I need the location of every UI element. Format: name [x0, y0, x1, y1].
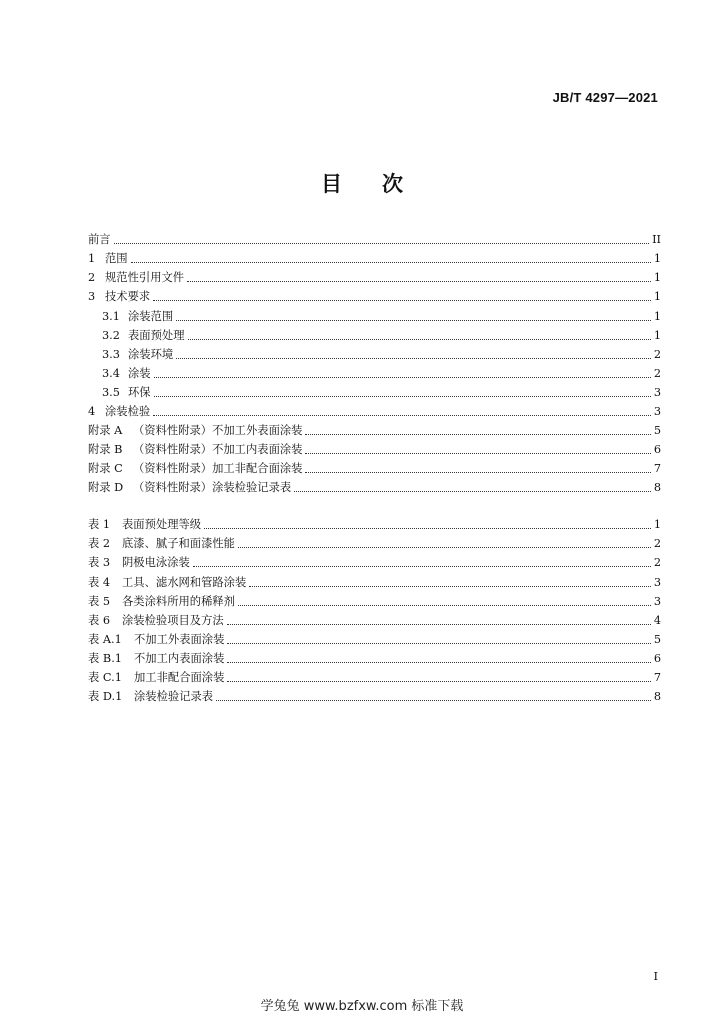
leader-dots: [227, 624, 651, 625]
toc-entry-annex-b[interactable]: [88, 439, 661, 457]
leader-dots: [216, 700, 651, 701]
standard-code: JB/T 4297—2021: [552, 90, 658, 105]
toc-entry-number: 3.4: [102, 367, 120, 380]
table-entry-6[interactable]: [88, 610, 661, 628]
toc-entry-page: 1: [653, 252, 661, 265]
table-entry-text: 涂装检验记录表: [134, 690, 214, 703]
table-entry-number: 表 2: [88, 537, 111, 550]
toc-entry-3-2[interactable]: [88, 325, 661, 343]
leader-dots: [227, 662, 650, 663]
leader-dots: [238, 547, 651, 548]
toc-entry-page: 1: [653, 329, 661, 342]
leader-dots: [131, 262, 651, 263]
table-entry-number: 表 D.1: [88, 690, 123, 703]
toc-entry-page: 7: [653, 462, 661, 475]
toc-entry-number: 附录 B: [88, 443, 123, 456]
leader-dots: [187, 281, 651, 282]
toc-entry-text: 环保: [128, 386, 151, 399]
toc-entry-text: 涂装环境: [128, 348, 174, 361]
leader-dots: [305, 472, 650, 473]
table-entry-page: 6: [653, 652, 661, 665]
watermark-text: 学兔兔 www.bzfxw.com 标准下载: [260, 999, 464, 1014]
leader-dots: [227, 643, 650, 644]
toc-entry-number: 附录 C: [88, 462, 123, 475]
toc-entry-page: 1: [653, 271, 661, 284]
table-entry-text: 底漆、腻子和面漆性能: [122, 537, 235, 550]
toc-entry-page: 1: [653, 310, 661, 323]
table-entry-number: 表 B.1: [88, 652, 122, 665]
toc-entry-number: 3.2: [102, 329, 120, 342]
toc-entry-3-1[interactable]: [88, 306, 661, 324]
table-entry-3[interactable]: [88, 552, 661, 570]
table-entry-4[interactable]: [88, 572, 661, 590]
table-entry-text: 加工非配合面涂装: [134, 671, 225, 684]
table-entry-text: 不加工外表面涂装: [134, 633, 225, 646]
toc-entry-4[interactable]: [88, 401, 661, 419]
toc-entry-number: 附录 D: [88, 481, 124, 494]
table-entry-text: 不加工内表面涂装: [134, 652, 225, 665]
table-entry-number: 表 4: [88, 576, 111, 589]
toc-entry-text: 涂装: [128, 367, 151, 380]
table-entry-2[interactable]: [88, 533, 661, 551]
table-entry-page: 1: [653, 518, 661, 531]
toc-entry-number: 3.5: [102, 386, 120, 399]
table-entry-number: 表 3: [88, 556, 111, 569]
leader-dots: [305, 453, 650, 454]
leader-dots: [193, 566, 651, 567]
toc-entry-page: 2: [653, 348, 661, 361]
toc-entry-text: 前言: [88, 233, 111, 246]
table-entry-number: 表 C.1: [88, 671, 122, 684]
leader-dots: [188, 339, 651, 340]
toc-entry-text: 涂装检验: [105, 405, 151, 418]
toc-entry-page: 2: [653, 367, 661, 380]
table-entry-page: 7: [653, 671, 661, 684]
table-entry-number: 表 5: [88, 595, 111, 608]
toc-entry-text: 范围: [105, 252, 128, 265]
toc-entry-3-4[interactable]: [88, 363, 661, 381]
table-entry-text: 涂装检验项目及方法: [122, 614, 224, 627]
toc-entry-page: 1: [653, 290, 661, 303]
leader-dots: [176, 320, 651, 321]
leader-dots: [204, 528, 651, 529]
toc-entry-text: （资料性附录）涂装检验记录表: [133, 481, 292, 494]
toc-entry-annex-c[interactable]: [88, 458, 661, 476]
leader-dots: [294, 491, 651, 492]
toc-entry-text: 表面预处理: [128, 329, 185, 342]
leader-dots: [176, 358, 651, 359]
toc-entry-page: 8: [653, 481, 661, 494]
toc-entry-annex-a[interactable]: [88, 420, 661, 438]
toc-entry-page: 3: [653, 386, 661, 399]
toc-title: [0, 168, 724, 198]
toc-entry-number: 1: [88, 252, 96, 265]
toc-entry-number: 2: [88, 271, 96, 284]
toc-entry-1[interactable]: [88, 248, 661, 266]
toc-entry-page: 6: [653, 443, 661, 456]
toc-entry-annex-d[interactable]: [88, 477, 661, 495]
leader-dots: [153, 300, 651, 301]
leader-dots: [227, 681, 650, 682]
toc-entry-text: 规范性引用文件: [105, 271, 185, 284]
toc-entry-number: 3.1: [102, 310, 120, 323]
table-entry-text: 工具、滤水网和管路涂装: [122, 576, 247, 589]
toc-entry-3-5[interactable]: [88, 382, 661, 400]
table-entry-page: 4: [653, 614, 661, 627]
table-entry-text: 阴极电泳涂装: [122, 556, 190, 569]
toc-entry-2[interactable]: [88, 267, 661, 285]
table-entry-d1[interactable]: [88, 686, 661, 704]
toc-entry-number: 4: [88, 405, 96, 418]
toc-title-char-2: 次: [382, 172, 403, 196]
table-entry-number: 表 1: [88, 518, 111, 531]
toc-entry-text: （资料性附录）不加工外表面涂装: [133, 424, 303, 437]
table-entry-page: 3: [653, 595, 661, 608]
table-entry-a1[interactable]: [88, 629, 661, 647]
toc-entry-number: 附录 A: [88, 424, 123, 437]
leader-dots: [249, 586, 651, 587]
page-number: I: [653, 969, 658, 983]
table-entry-page: 8: [653, 690, 661, 703]
toc-entry-text: （资料性附录）加工非配合面涂装: [133, 462, 303, 475]
table-entry-1[interactable]: [88, 514, 661, 532]
leader-dots: [154, 377, 651, 378]
leader-dots: [154, 396, 651, 397]
leader-dots: [114, 243, 649, 244]
leader-dots: [153, 415, 651, 416]
toc-entry-number: 3.3: [102, 348, 120, 361]
table-entry-text: 表面预处理等级: [122, 518, 202, 531]
toc-title-char-1: 目: [321, 172, 342, 196]
leader-dots: [238, 605, 651, 606]
table-entry-page: 2: [653, 556, 661, 569]
toc-entry-number: 3: [88, 290, 96, 303]
toc-entry-page: 5: [653, 424, 661, 437]
table-entry-c1[interactable]: [88, 667, 661, 685]
table-entry-number: 表 6: [88, 614, 111, 627]
toc-entry-foreword[interactable]: [88, 229, 661, 247]
leader-dots: [305, 434, 650, 435]
table-entry-page: 3: [653, 576, 661, 589]
table-entry-5[interactable]: [88, 591, 661, 609]
toc-entry-text: 技术要求: [105, 290, 151, 303]
table-entry-page: 5: [653, 633, 661, 646]
table-entry-number: 表 A.1: [88, 633, 122, 646]
table-entry-page: 2: [653, 537, 661, 550]
toc-entry-3[interactable]: [88, 286, 661, 304]
toc-entry-text: 涂装范围: [128, 310, 174, 323]
toc-entry-text: （资料性附录）不加工内表面涂装: [133, 443, 303, 456]
table-entry-b1[interactable]: [88, 648, 661, 666]
table-entry-text: 各类涂料所用的稀释剂: [122, 595, 235, 608]
toc-entry-3-3[interactable]: [88, 344, 661, 362]
toc-entry-page: 3: [653, 405, 661, 418]
toc-entry-page: II: [652, 233, 661, 246]
